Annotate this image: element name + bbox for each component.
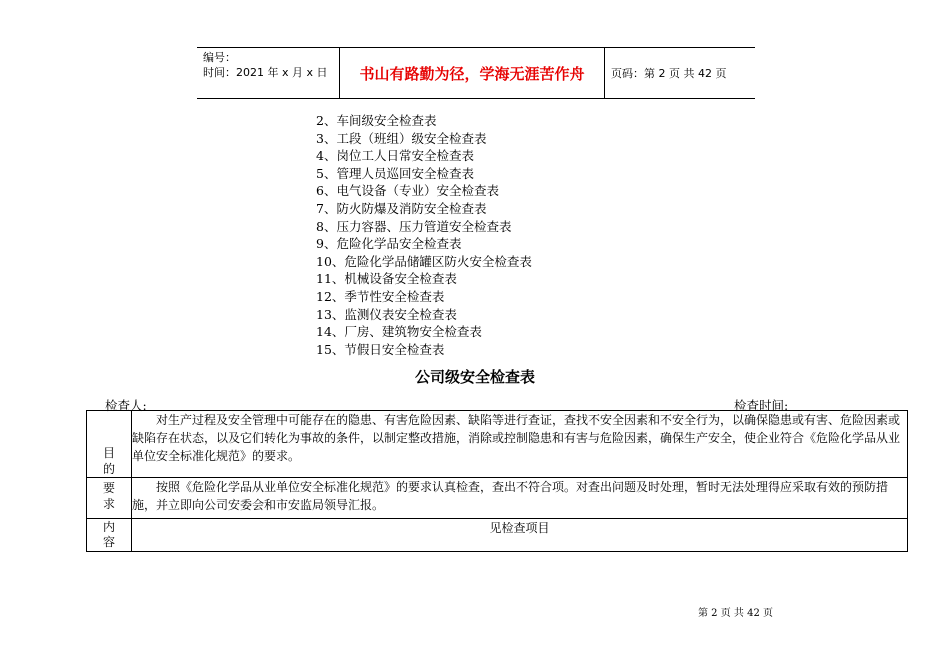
checklist-index [316,112,532,358]
list-item: 12、季节性安全检查表 [316,288,445,304]
list-item: 11、机械设备安全检查表 [316,271,457,287]
doc-number-label: 编号： [203,51,236,64]
header-page-code: 页码：第 2 页 共 42 页 [611,67,727,80]
list-item: 4、岗位工人日常安全检查表 [316,148,474,164]
row-content-items [132,519,908,552]
header-motto: 书山有路勤为径，学海无涯苦作舟 [339,48,605,98]
row-label-requirement [87,478,132,519]
list-item: 6、电气设备（专业）安全检查表 [316,183,499,199]
inspection-time-label: 检查时间: [734,398,789,413]
list-item: 15、节假日安全检查表 [316,341,445,357]
row-label-text: 目 的 [102,446,115,476]
row-label-text: 要 求 [102,481,115,511]
row-label-text: 内 容 [102,520,115,549]
list-item: 7、防火防爆及消防安全检查表 [316,200,487,216]
table-row-requirement [87,478,908,519]
doc-date: 时间：2021 年 x 月 x 日 [203,66,328,79]
row-content-requirement [132,478,908,519]
list-item: 2、车间级安全检查表 [316,113,437,128]
list-item: 8、压力容器、压力管道安全检查表 [316,218,512,234]
table-row-content [87,519,908,552]
row-content-purpose [132,411,908,478]
inspection-form-table [86,410,908,552]
list-item: 3、工段（班组）级安全检查表 [316,130,487,146]
page-header [197,47,755,99]
list-item: 9、危险化学品安全检查表 [316,236,462,252]
list-item: 5、管理人员巡回安全检查表 [316,165,474,181]
header-left [203,50,328,80]
row-label-content [87,519,132,552]
row-label-purpose [87,411,132,478]
list-item: 13、监测仪表安全检查表 [316,306,457,322]
content-text: 见检查项目 [489,521,550,535]
list-item: 10、危险化学品储罐区防火安全检查表 [316,253,532,269]
form-title: 公司级安全检查表 [414,368,535,386]
table-row-purpose [87,411,908,478]
page-footer: 第 2 页 共 42 页 [698,608,773,619]
purpose-text: 对生产过程及安全管理中可能存在的隐患、有害危险因素、缺陷等进行查证，查找不安全因素和不安全行为，以确保隐患或有害、危险因素或缺陷存在状态，以及它们转化为事故的条件，以制定整改措施，消除或控制隐患和有害与危险因素，确保生产安全，使企业符合《危险化学品从业单位安全标准化规范》的要求。 [132,413,901,463]
list-item: 14、厂房、建筑物安全检查表 [316,324,482,340]
inspector-label: 检查人: [105,398,147,413]
requirement-text: 按照《危险化学品从业单位安全标准化规范》的要求认真检查，查出不符合项。对查出问题及时处理，暂时无法处理得应采取有效的预防措施，并立即向公司安委会和市安监局领导汇报。 [132,480,889,512]
